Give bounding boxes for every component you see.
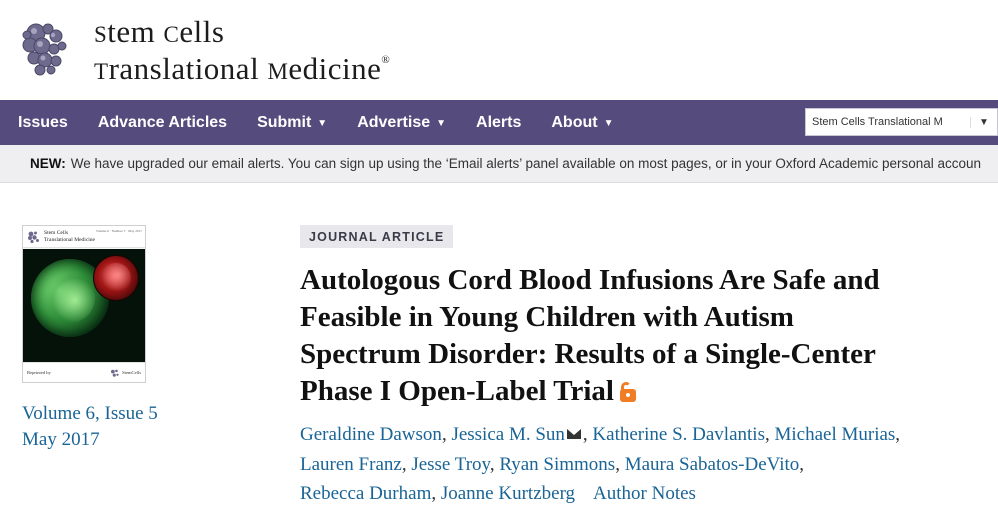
issue-cover-column — [0, 225, 300, 509]
journal-title-line1-a: tem — [107, 14, 164, 49]
journal-title-line1-initial: S — [94, 22, 108, 47]
chevron-down-icon: ▼ — [603, 117, 614, 129]
alert-new-label: NEW: — [30, 156, 66, 171]
author-list: Geraldine Dawson, Jessica M. Sun , Katherine S. Davlantis, Michael Murias, Lauren Franz, Jesse Troy, Ryan Simmons, Maura Sabatos-DeVito, Rebecca Durham, Joanne Kurtzberg Author Notes — [300, 424, 901, 505]
author-link-6[interactable]: Ryan Simmons — [499, 453, 616, 475]
journal-selector-value: Stem Cells Translational M — [812, 116, 943, 128]
nav-item-about-label: About — [551, 113, 598, 131]
cover-title-8: edicine — [79, 236, 95, 243]
nav-item-alerts-label: Alerts — [476, 113, 522, 131]
journal-title-line1-initial2: C — [163, 22, 180, 47]
article-title — [300, 262, 910, 410]
nav-item-advertise[interactable] — [357, 114, 446, 132]
alert-message: We have upgraded our email alerts. You can sign up using the ‘Email alerts’ panel available on most pages, or in your Oxford Academic personal accoun — [70, 156, 982, 171]
open-access-lock-icon — [620, 382, 636, 402]
nav-item-about[interactable] — [551, 114, 613, 132]
nav-item-submit[interactable] — [257, 114, 327, 132]
cover-title-1: S — [44, 229, 48, 236]
article-title-text: Autologous Cord Blood Infusions Are Safe and Feasible in Young Children with Autism Spectrum Disorder: Results of a Single-Center Phase I Open-Label Trial — [300, 264, 880, 408]
issue-date-link[interactable]: May 2017 — [22, 428, 100, 450]
nav-item-advance-articles-label: Advance Articles — [97, 113, 228, 131]
author-link-7[interactable]: Maura Sabatos-DeVito — [624, 453, 800, 475]
author-link-3[interactable]: Michael Murias — [774, 424, 896, 446]
journal-title-line2-a: ranslational — [108, 51, 268, 86]
cover-artwork-red-cells — [93, 255, 139, 301]
author-link-8[interactable]: Rebecca Durham — [300, 483, 432, 505]
author-link-1[interactable]: Jessica M. Sun — [451, 424, 565, 446]
chevron-down-icon: ▼ — [970, 117, 997, 128]
journal-title-line2-initial: T — [94, 59, 109, 84]
cover-footer — [23, 362, 145, 382]
issue-volume-link[interactable]: Volume 6, Issue 5 — [22, 403, 158, 424]
main-navigation — [0, 100, 998, 145]
nav-item-issues-label: Issues — [18, 113, 68, 131]
journal-title[interactable] — [94, 16, 390, 84]
registered-trademark: ® — [381, 54, 391, 66]
chevron-down-icon: ▼ — [317, 117, 328, 129]
cover-title-2: tem — [47, 229, 57, 236]
issue-cover-image[interactable] — [22, 225, 146, 383]
cover-footer-right: StemCells — [122, 370, 141, 375]
author-link-0[interactable]: Geraldine Dawson — [300, 424, 442, 446]
author-notes-link[interactable]: Author Notes — [593, 483, 696, 505]
article-main-column — [300, 225, 998, 509]
envelope-icon[interactable] — [567, 429, 581, 439]
journal-title-line2-initial2: M — [267, 59, 289, 84]
cover-artwork — [23, 249, 145, 362]
cover-footer-left: Reprinted by — [27, 370, 51, 375]
nav-item-advance-articles[interactable] — [98, 114, 227, 132]
cover-footer-logo — [110, 368, 141, 378]
author-link-2[interactable]: Katherine S. Davlantis — [592, 424, 765, 446]
journal-selector[interactable] — [805, 108, 998, 136]
journal-title-line2-b: edicine — [288, 51, 382, 86]
article-header-section — [0, 183, 998, 509]
journal-title-line1-b: ells — [179, 14, 225, 49]
nav-item-advertise-label: Advertise — [357, 113, 431, 131]
chevron-down-icon: ▼ — [436, 117, 447, 129]
cover-logo-icon — [27, 230, 41, 244]
author-link-4[interactable]: Lauren Franz — [300, 453, 402, 475]
author-link-9[interactable]: Joanne Kurtzberg — [440, 483, 576, 505]
cover-title-7: M — [74, 236, 80, 243]
cover-journal-title — [44, 230, 95, 244]
cover-title-4: ells — [60, 229, 68, 236]
author-link-5[interactable]: Jesse Troy — [411, 453, 490, 475]
journal-logo-icon[interactable] — [18, 19, 80, 81]
cover-title-6: ranslational — [47, 236, 75, 243]
nav-item-alerts[interactable] — [476, 114, 521, 132]
cover-title-3: C — [56, 229, 61, 236]
cover-issue-tag: Volume 6 · Number 5 · May 2017 — [95, 229, 142, 233]
nav-item-submit-label: Submit — [257, 113, 312, 131]
article-type-badge: JOURNAL ARTICLE — [300, 225, 453, 248]
cover-title-5: T — [44, 236, 48, 243]
masthead — [0, 0, 998, 100]
nav-item-issues[interactable] — [18, 114, 68, 132]
site-alert-banner — [0, 145, 998, 183]
